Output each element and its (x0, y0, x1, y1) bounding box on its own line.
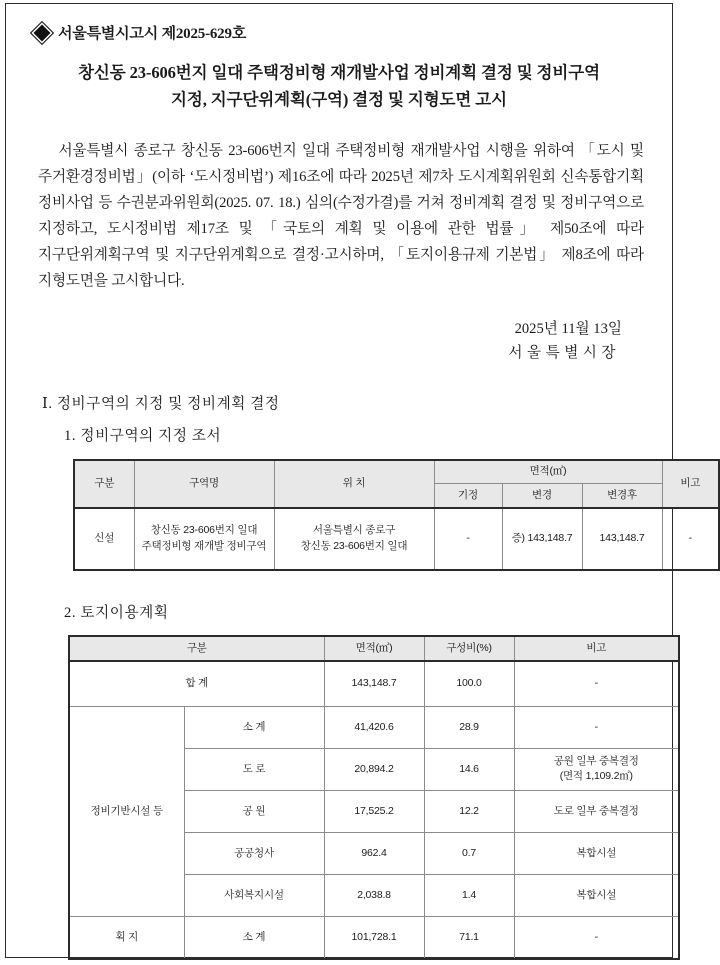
table-row (74, 508, 719, 570)
cell-location (274, 508, 434, 570)
cell-item: 공공청사 (184, 832, 324, 874)
cell-remarks: - (662, 508, 719, 570)
notice-number: 서울특별시고시 제2025-629호 (58, 26, 247, 42)
body-paragraph: 서울특별시 종로구 창신동 23-606번지 일대 주택정비형 재개발사업 시행을 위하여 「도시 및 주거환경정비법」(이하 ‘도시정비법’) 제16조에 따라 2025년 제7차 도시계획위원회 신속통합기획 정비사업 등 수권분과위원회(2025. 07. 18.) 심의(수정가결)를 거쳐 정비계획 결정 및 정비구역으로 지정하고, 도시정비법 제17조 및 「국토의 계획 및 이용에 관한 법률」 제50조에 따라 지구단위계획구역 및 지구단위계획으로 결정·고시하며, 「토지이용규제 기본법」 제8조에 따라 지형도면을 고시합니다. (38, 143, 644, 290)
zone-designation-table-wrapper (73, 459, 701, 571)
table-row (69, 706, 679, 748)
section-heading-1-2: 2. 토지이용계획 (64, 604, 169, 621)
cell-area: 20,894.2 (324, 748, 424, 790)
cell-zone-name-line-1: 창신동 23-606번지 일대 (150, 524, 258, 537)
cell-division: 신설 (74, 508, 134, 570)
th-area: 면적(㎡) (324, 636, 424, 661)
signature-organization: 서울특별시장 (508, 345, 620, 362)
page-title-line-2: 지정, 지구단위계획(구역) 결정 및 지형도면 고시 (171, 89, 507, 109)
cell-area: 2,038.8 (324, 874, 424, 916)
th-remarks: 비고 (662, 460, 719, 508)
cell-remarks (514, 748, 679, 790)
page-title (54, 60, 624, 113)
section-heading-1-1: 1. 정비구역의 지정 조서 (64, 427, 222, 444)
th-division: 구분 (69, 636, 324, 661)
cell-group-total: 합 계 (69, 661, 324, 707)
cell-remarks: 복합시설 (514, 874, 679, 916)
notice-number-line (36, 22, 650, 43)
cell-remarks-line-1: 공원 일부 중복결정 (553, 754, 639, 767)
cell-area-after: 143,148.7 (582, 508, 662, 570)
cell-item: 사회복지시설 (184, 874, 324, 916)
page-title-line-1: 창신동 23-606번지 일대 주택정비형 재개발사업 정비계획 결정 및 정비구역 (78, 63, 600, 82)
cell-remarks-line-2: (면적 1,109.2㎡) (559, 770, 633, 783)
th-area-change: 변경 (502, 484, 582, 508)
cell-location-line-2: 창신동 23-606번지 일대 (300, 539, 408, 552)
table-header-row (74, 460, 719, 484)
land-use-plan-table (68, 635, 680, 960)
cell-item: 공 원 (184, 790, 324, 832)
table-header-row (69, 636, 679, 661)
cell-remarks: - (514, 916, 679, 959)
table-row-total (69, 661, 679, 707)
cell-item: 소 계 (184, 706, 324, 748)
th-ratio: 구성비(%) (424, 636, 514, 661)
table-row (69, 916, 679, 959)
cell-location-line-1: 서울특별시 종로구 (312, 524, 396, 537)
th-zone-name: 구역명 (134, 460, 274, 508)
signature-date: 2025년 11월 13일 (514, 321, 622, 338)
cell-ratio: 0.7 (424, 832, 514, 874)
diamond-bullet-icon (34, 24, 51, 41)
cell-ratio: 1.4 (424, 874, 514, 916)
cell-remarks: - (514, 661, 679, 707)
cell-zone-name-line-2: 주택정비형 재개발 정비구역 (141, 539, 267, 552)
signature-block (28, 317, 622, 365)
cell-remarks: 복합시설 (514, 832, 679, 874)
cell-ratio: 28.9 (424, 706, 514, 748)
cell-group-lot: 획 지 (69, 916, 184, 959)
th-area-group: 면적(㎡) (434, 460, 662, 484)
cell-area: 101,728.1 (324, 916, 424, 959)
cell-area-existing: - (434, 508, 502, 570)
cell-area-change: 증) 143,148.7 (502, 508, 582, 570)
cell-area: 962.4 (324, 832, 424, 874)
zone-designation-table (73, 459, 720, 571)
cell-remarks: 도로 일부 중복결정 (514, 790, 679, 832)
th-remarks: 비고 (514, 636, 679, 661)
cell-item: 소 계 (184, 916, 324, 959)
chapter-heading-1: Ⅰ. 정비구역의 지정 및 정비계획 결정 (42, 395, 280, 412)
th-area-after: 변경후 (582, 484, 662, 508)
cell-ratio: 14.6 (424, 748, 514, 790)
land-use-plan-table-wrapper (68, 635, 650, 960)
cell-area: 17,525.2 (324, 790, 424, 832)
cell-zone-name (134, 508, 274, 570)
th-area-existing: 기정 (434, 484, 502, 508)
cell-ratio: 100.0 (424, 661, 514, 707)
cell-ratio: 12.2 (424, 790, 514, 832)
cell-area: 41,420.6 (324, 706, 424, 748)
cell-remarks: - (514, 706, 679, 748)
document-body (6, 4, 701, 957)
cell-group-infrastructure: 정비기반시설 등 (69, 706, 184, 916)
document-page-frame (5, 3, 701, 958)
th-division: 구분 (74, 460, 134, 508)
cell-area: 143,148.7 (324, 661, 424, 707)
cell-item: 도 로 (184, 748, 324, 790)
th-location: 위 치 (274, 460, 434, 508)
cell-ratio: 71.1 (424, 916, 514, 959)
